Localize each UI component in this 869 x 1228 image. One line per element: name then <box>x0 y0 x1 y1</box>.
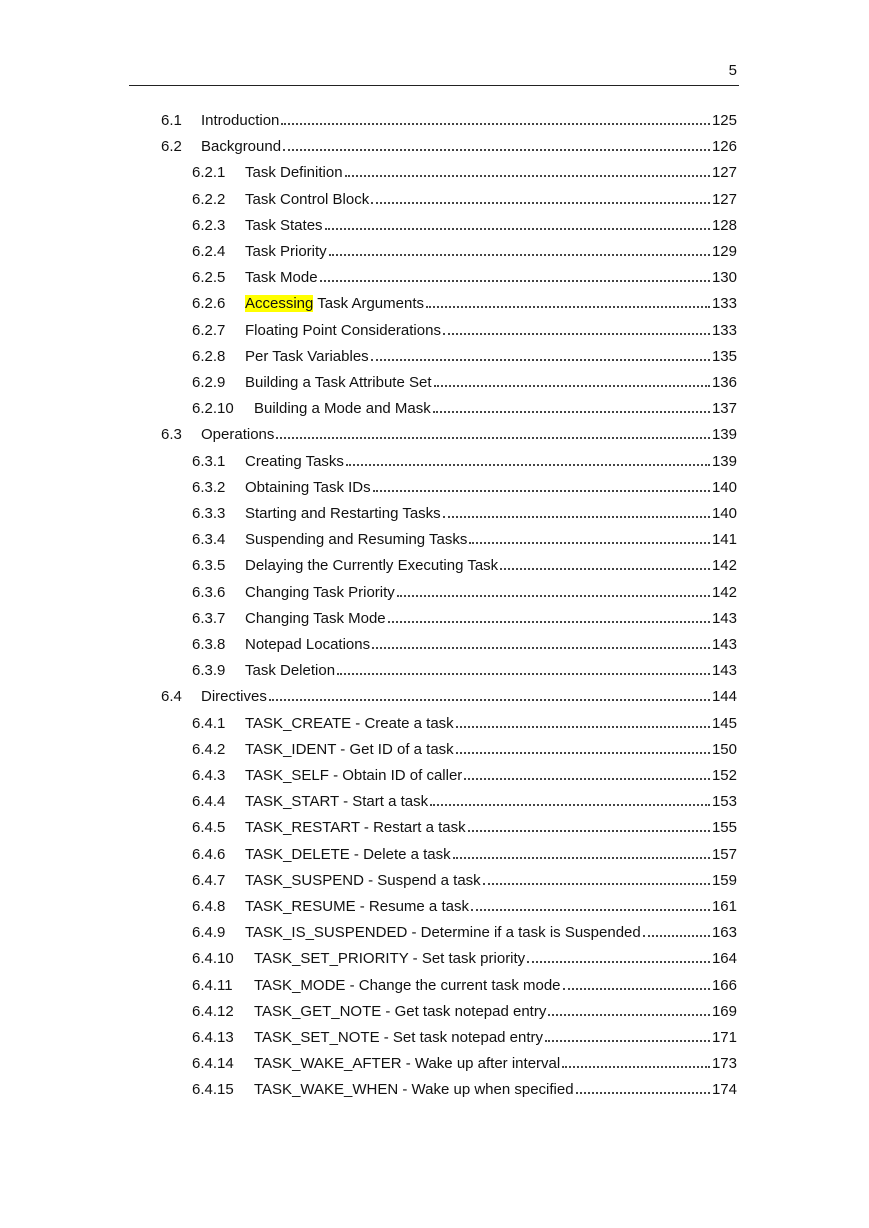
toc-entry[interactable] <box>192 654 737 680</box>
toc-entry-title-rest: Task Arguments <box>313 295 424 313</box>
toc-entry-title: TASK_RESTART - Restart a task <box>245 819 466 837</box>
toc-entry-number: 6.3 <box>161 426 182 444</box>
toc-entry-number: 6.2.5 <box>192 269 226 287</box>
toc-entry-number: 6.4.13 <box>192 1029 234 1046</box>
toc-entry-number: 6.4.5 <box>192 819 226 837</box>
toc-entry-number: 6.4.10 <box>192 950 234 968</box>
toc-entry-number: 6.3.5 <box>192 557 226 575</box>
toc-entry-title: Task Mode <box>245 269 318 287</box>
toc-entry-number: 6.2.9 <box>192 374 226 391</box>
dot-leader <box>562 1065 710 1068</box>
toc-entry[interactable] <box>161 680 737 706</box>
toc-entry-title: TASK_RESUME - Resume a task <box>245 898 469 915</box>
toc-entry-number: 6.2.7 <box>192 321 226 339</box>
toc-entry[interactable] <box>161 418 737 444</box>
toc-entry[interactable] <box>192 471 737 497</box>
toc-entry[interactable] <box>192 235 737 261</box>
toc-entry-page: 163 <box>711 924 737 942</box>
toc-entry-page: 133 <box>711 321 737 339</box>
dot-leader <box>433 410 710 413</box>
dot-leader <box>346 463 710 466</box>
toc-entry-number: 6.4.15 <box>192 1081 234 1099</box>
toc-entry-title: Introduction <box>201 112 280 129</box>
toc-entry-title: TASK_WAKE_AFTER - Wake up after interval <box>254 1055 561 1073</box>
dot-leader <box>456 725 710 728</box>
toc-entry-page: 171 <box>711 1029 737 1046</box>
page-number: 5 <box>728 62 737 79</box>
toc-entry-title: Suspending and Resuming Tasks <box>245 531 468 549</box>
toc-entry-title: Floating Point Considerations <box>245 321 441 339</box>
dot-leader <box>548 1013 710 1016</box>
toc-entry-title: TASK_WAKE_WHEN - Wake up when specified <box>254 1081 574 1099</box>
toc-entry-number: 6.4.4 <box>192 793 226 811</box>
dot-leader <box>443 332 710 335</box>
toc-entry-title: Starting and Restarting Tasks <box>245 505 441 522</box>
toc-entry-number: 6.4.3 <box>192 767 226 784</box>
dot-leader <box>430 803 710 806</box>
toc-entry[interactable] <box>192 549 737 575</box>
toc-entry[interactable] <box>192 287 737 313</box>
dot-leader <box>545 1039 710 1042</box>
dot-leader <box>269 698 710 701</box>
toc-entry-number: 6.4.11 <box>192 976 233 994</box>
dot-leader <box>276 436 710 439</box>
toc-entry[interactable] <box>192 811 737 837</box>
dot-leader <box>443 515 710 518</box>
dot-leader <box>388 620 710 623</box>
toc-entry-title: TASK_MODE - Change the current task mode <box>254 976 561 994</box>
toc-entry-number: 6.2.10 <box>192 400 234 418</box>
toc-entry[interactable] <box>192 209 737 235</box>
toc-entry[interactable] <box>192 497 737 523</box>
toc-entry-page: 135 <box>711 347 737 365</box>
toc-entry-number: 6.4.2 <box>192 740 226 758</box>
toc-entry-title: TASK_IS_SUSPENDED - Determine if a task is Suspended <box>245 924 641 942</box>
toc-entry[interactable] <box>192 995 737 1021</box>
dot-leader <box>453 856 710 859</box>
toc-entry-number: 6.4.12 <box>192 1002 234 1020</box>
dot-leader <box>371 201 710 204</box>
toc-entry-title: Building a Task Attribute Set <box>245 374 432 391</box>
toc-entry-number: 6.3.1 <box>192 452 226 470</box>
dot-leader <box>372 646 710 649</box>
toc-entry-number: 6.2.8 <box>192 347 226 365</box>
dot-leader <box>471 908 710 911</box>
toc-entry-number: 6.4.7 <box>192 871 226 889</box>
toc-entry[interactable] <box>192 785 737 811</box>
toc-entry[interactable] <box>192 340 737 366</box>
toc-entry-number: 6.4.1 <box>192 714 226 732</box>
dot-leader <box>337 672 710 675</box>
toc-entry-title: TASK_SUSPEND - Suspend a task <box>245 871 481 889</box>
toc-entry-title: TASK_SET_NOTE - Set task notepad entry <box>254 1029 544 1046</box>
toc-entry-page: 161 <box>711 898 737 915</box>
toc-entry-page: 164 <box>711 950 737 968</box>
toc-entry-title: Creating Tasks <box>245 452 344 470</box>
toc-entry-page: 125 <box>711 112 737 129</box>
toc-entry[interactable] <box>192 969 737 995</box>
dot-leader <box>345 174 710 177</box>
toc-entry[interactable] <box>192 156 737 182</box>
toc-entry[interactable] <box>161 104 737 130</box>
toc-entry-page: 137 <box>711 400 737 418</box>
toc-entry-page: 136 <box>711 374 737 391</box>
toc-entry-page: 157 <box>711 845 737 863</box>
toc-entry-number: 6.4.8 <box>192 898 226 915</box>
toc-entry[interactable] <box>192 759 737 785</box>
toc-entry-title: Task Deletion <box>245 662 336 680</box>
toc-entry[interactable] <box>192 838 737 864</box>
toc-entry[interactable] <box>192 1021 737 1047</box>
toc-entry[interactable] <box>192 916 737 942</box>
toc-entry-page: 174 <box>711 1081 737 1099</box>
dot-leader <box>468 829 710 832</box>
toc-entry-number: 6.1 <box>161 112 182 129</box>
dot-leader <box>563 987 710 990</box>
toc-entry-title: TASK_SET_PRIORITY - Set task priority <box>254 950 526 968</box>
toc-entry-page: 153 <box>711 793 737 811</box>
toc-entry-number: 6.3.3 <box>192 505 226 522</box>
toc-entry[interactable] <box>192 942 737 968</box>
toc-entry-page: 166 <box>711 976 737 994</box>
dot-leader <box>527 960 710 963</box>
toc-entry-page: 169 <box>711 1002 737 1020</box>
dot-leader <box>329 253 710 256</box>
toc-entry-number: 6.2 <box>161 138 182 156</box>
dot-leader <box>643 934 710 937</box>
toc-entry-number: 6.2.3 <box>192 216 226 234</box>
toc-entry[interactable] <box>192 523 737 549</box>
dot-leader <box>320 279 710 282</box>
toc-entry-page: 140 <box>711 478 737 496</box>
dot-leader <box>483 882 710 885</box>
dot-leader <box>397 594 710 597</box>
toc-entry-title: Directives <box>201 688 267 706</box>
toc-entry[interactable] <box>192 733 737 759</box>
toc-entry-number: 6.2.4 <box>192 243 226 260</box>
toc-entry-page: 152 <box>711 767 737 784</box>
toc-entry-title: Task Priority <box>245 243 327 260</box>
toc-entry[interactable] <box>192 1047 737 1073</box>
toc-entry[interactable] <box>192 707 737 733</box>
toc-entry[interactable] <box>192 602 737 628</box>
toc-entry-page: 128 <box>711 216 737 234</box>
toc-entry[interactable] <box>192 1073 737 1099</box>
toc-entry-number: 6.3.7 <box>192 609 226 627</box>
toc-entry-title: TASK_SELF - Obtain ID of caller <box>245 767 463 784</box>
toc-entry-number: 6.3.8 <box>192 636 226 653</box>
toc-entry-number: 6.2.1 <box>192 164 226 182</box>
toc-entry[interactable] <box>192 392 737 418</box>
toc-entry-number: 6.3.4 <box>192 531 226 549</box>
dot-leader <box>500 567 710 570</box>
toc-entry-number: 6.2.6 <box>192 295 226 313</box>
toc-entry-page: 139 <box>711 452 737 470</box>
toc-entry-title: Background <box>201 138 282 156</box>
toc-entry-title: Notepad Locations <box>245 636 371 653</box>
toc-entry[interactable] <box>192 314 737 340</box>
toc-entry-title <box>245 295 424 313</box>
dot-leader <box>434 384 710 387</box>
toc-entry-title: Changing Task Priority <box>245 583 395 601</box>
dot-leader <box>325 227 710 230</box>
toc-entry-page: 141 <box>711 531 737 549</box>
toc-entry-number: 6.3.6 <box>192 583 226 601</box>
toc-entry-page: 142 <box>711 583 737 601</box>
toc-entry-page: 142 <box>711 557 737 575</box>
dot-leader <box>371 358 710 361</box>
toc-entry-number: 6.2.2 <box>192 190 226 208</box>
toc-entry-page: 133 <box>711 295 737 313</box>
toc-entry-page: 143 <box>711 636 737 653</box>
dot-leader <box>373 489 710 492</box>
toc-entry-title: Obtaining Task IDs <box>245 478 371 496</box>
toc-entry-number: 6.3.9 <box>192 662 226 680</box>
toc-entry[interactable] <box>192 628 737 654</box>
toc-entry-page: 127 <box>711 164 737 182</box>
toc-entry-title: Task Control Block <box>245 190 370 208</box>
highlighted-text: Accessing <box>245 295 314 313</box>
toc-entry-title: Changing Task Mode <box>245 609 386 627</box>
toc-entry-page: 145 <box>711 714 737 732</box>
dot-leader <box>426 305 710 308</box>
dot-leader <box>283 148 710 151</box>
toc-entry-title: TASK_GET_NOTE - Get task notepad entry <box>254 1002 547 1020</box>
toc-entry[interactable] <box>192 183 737 209</box>
toc-entry-number: 6.3.2 <box>192 478 226 496</box>
toc-entry-number: 6.4.14 <box>192 1055 234 1073</box>
toc-entry-title: TASK_START - Start a task <box>245 793 429 811</box>
dot-leader <box>456 751 710 754</box>
toc-entry-page: 173 <box>711 1055 737 1073</box>
toc-entry[interactable] <box>192 864 737 890</box>
toc-entry[interactable] <box>192 890 737 916</box>
toc-entry-number: 6.4.6 <box>192 845 226 863</box>
toc-entry-title: Delaying the Currently Executing Task <box>245 557 499 575</box>
toc-entry-page: 144 <box>711 688 737 706</box>
toc-entry[interactable] <box>192 576 737 602</box>
toc-entry-page: 155 <box>711 819 737 837</box>
dot-leader <box>464 777 710 780</box>
toc-entry-title: Task States <box>245 216 323 234</box>
toc-entry-page: 159 <box>711 871 737 889</box>
toc-entry-page: 130 <box>711 269 737 287</box>
dot-leader <box>281 122 710 125</box>
toc-entry-number: 6.4.9 <box>192 924 226 942</box>
toc-entry-title: Operations <box>201 426 275 444</box>
toc-entry-title: Task Definition <box>245 164 343 182</box>
toc-entry[interactable] <box>192 445 737 471</box>
toc-entry-title: Per Task Variables <box>245 347 369 365</box>
toc-entry-page: 143 <box>711 662 737 680</box>
toc-entry-title: TASK_CREATE - Create a task <box>245 714 454 732</box>
toc-entry-page: 140 <box>711 505 737 522</box>
toc-entry[interactable] <box>192 261 737 287</box>
toc-entry-page: 127 <box>711 190 737 208</box>
dot-leader <box>576 1091 710 1094</box>
toc-entry-page: 139 <box>711 426 737 444</box>
header-rule <box>129 85 739 86</box>
toc-entry[interactable] <box>192 366 737 392</box>
toc-entry-title: TASK_IDENT - Get ID of a task <box>245 740 454 758</box>
toc-entry-title: TASK_DELETE - Delete a task <box>245 845 451 863</box>
toc-entry-page: 150 <box>711 740 737 758</box>
dot-leader <box>469 541 710 544</box>
toc-entry-page: 126 <box>711 138 737 156</box>
toc-entry-number: 6.4 <box>161 688 182 706</box>
toc-entry[interactable] <box>161 130 737 156</box>
toc-entry-title: Building a Mode and Mask <box>254 400 431 418</box>
toc-entry-page: 129 <box>711 243 737 260</box>
toc-entry-page: 143 <box>711 609 737 627</box>
